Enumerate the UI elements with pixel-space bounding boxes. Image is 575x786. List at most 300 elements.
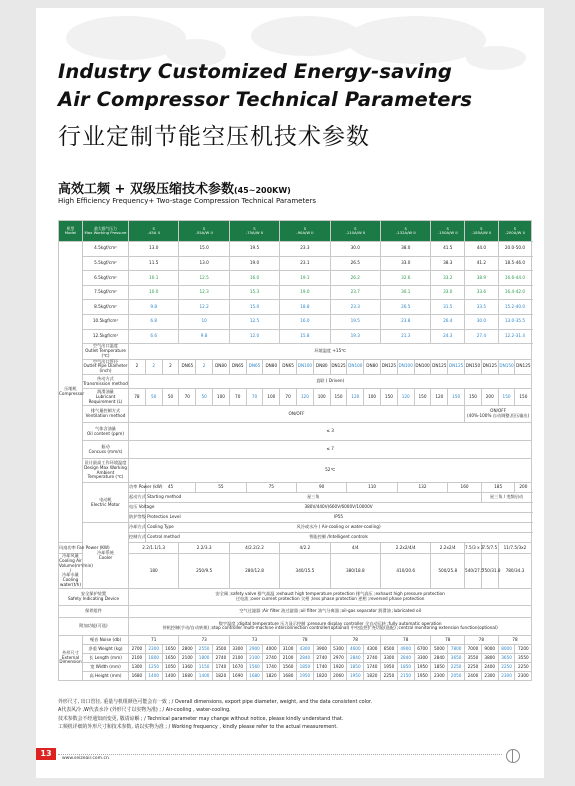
delivery-value: 38.3 [431, 256, 465, 271]
noise-db-label: 噪音 Noise (db) [83, 635, 129, 644]
outlet-pipe-value: 2 [196, 359, 213, 374]
weight-value: 3100 [280, 644, 297, 653]
height-value: 2300 [481, 671, 498, 680]
lube-value: 100 [364, 389, 381, 406]
power-value: 45 [145, 483, 195, 493]
length-value: 2740 [364, 653, 381, 662]
weight-value: 3500 [213, 644, 230, 653]
outlet-temp-label: 空气出口温度 Outlet Temperature (℃) [83, 344, 129, 359]
weight-value: 3900 [313, 644, 330, 653]
height-value: 1680 [129, 671, 146, 680]
height-value: 2150 [397, 671, 414, 680]
fan-value: 11/7.5/3x2 [498, 543, 532, 554]
ambient-value: 52℃ [129, 459, 532, 483]
width-value: 2250 [448, 662, 465, 671]
outlet-pipe-value: DN80 [263, 359, 280, 374]
delivery-value: 23.7 [330, 285, 380, 300]
length-value: 3650 [498, 653, 515, 662]
outlet-pipe-value: DN125 [431, 359, 448, 374]
delivery-value: 15.2-40.0 [498, 300, 532, 315]
section-subtitle-english: High Efficiency Frequency+ Two-stage Compression Technical Parameters [58, 197, 317, 205]
filter-value: 空气过滤器 ;Air filter 油过滤器 ;oil filter 油气分离器 ;oil-gas separator 润滑油 ;lubricated oil [129, 605, 532, 617]
delivery-value: 23.8 [381, 314, 431, 329]
header-model-name: S -110A/W II [330, 221, 380, 242]
delivery-value: 11.5 [129, 256, 179, 271]
voltage-label: 电压 Voltage [129, 503, 146, 513]
outlet-temp-row [59, 344, 532, 359]
transmission-row [59, 375, 532, 389]
delivery-value: 41.2 [465, 256, 499, 271]
weight-value: 4000 [263, 644, 280, 653]
height-value: 2300 [431, 671, 448, 680]
delivery-value: 23.3 [280, 242, 330, 257]
delivery-row [59, 285, 532, 300]
lube-value: 150 [414, 389, 431, 406]
airvol-value: 380/18.8 [330, 554, 380, 589]
header-max-pressure: 最大排气压力 Max Working Pressure [83, 221, 129, 242]
height-value: 1400 [162, 671, 179, 680]
fan-label: 风扇功率 Fan Power (KW) [59, 543, 83, 554]
outlet-pipe-value: 2 [162, 359, 179, 374]
delivery-value: 16.4-42.0 [498, 285, 532, 300]
outlet-pipe-value: DN80 [313, 359, 330, 374]
airvol-value: 280/12.8 [229, 554, 279, 589]
lube-value: 120 [347, 389, 364, 406]
options-row [59, 617, 532, 635]
footnote-line: 外形尺寸, 出口管径, 重量与机组颜色可能会有一致 ; / Overall dimensions, export pipe diameter, weight, and the data consistent color. [58, 699, 373, 705]
length-value: 2840 [397, 653, 414, 662]
catalog-page [36, 8, 544, 778]
fan-value: 7.5/7.5 [481, 543, 498, 554]
weight-value: 4300 [297, 644, 314, 653]
fan-value: 2.2/3.3 [179, 543, 229, 554]
transmission-label: 传动方式 Transmission method [83, 375, 129, 389]
airvol-label: 冷却风量 Cooling Air Volume(m³/min) / 冷却水量 Cooling water(t/h) [59, 553, 93, 588]
width-value: 1850 [347, 662, 364, 671]
width-value: 1740 [313, 662, 330, 671]
outlet-pipe-value: DN100 [397, 359, 414, 374]
section-subtitle-chinese [58, 178, 291, 197]
delivery-value: 16.0 [280, 314, 330, 329]
weight-value: 7000 [465, 644, 482, 653]
weight-value: 3300 [229, 644, 246, 653]
width-row [59, 662, 532, 671]
control-row [59, 533, 532, 543]
fan-row [59, 543, 532, 554]
length-value: 2840 [297, 653, 314, 662]
filter-label: 保养组件 [59, 605, 129, 617]
delivery-value: 12.5 [179, 271, 229, 286]
lube-value: 120 [431, 389, 448, 406]
cooling-type-row [59, 523, 532, 533]
delivery-value: 26.5 [381, 300, 431, 315]
fan-value: 4/2.2 [280, 543, 330, 554]
length-value: 2840 [347, 653, 364, 662]
width-value: 2250 [515, 662, 532, 671]
width-value: 1850 [297, 662, 314, 671]
width-value: 1740 [263, 662, 280, 671]
transmission-value: 直联 ( Driven) [129, 375, 532, 389]
header-model: 机型 Model [59, 221, 83, 242]
ambient-row [59, 459, 532, 483]
power-value: 55 [196, 483, 246, 493]
height-value: 1400 [196, 671, 213, 680]
delivery-pressure: 7.5kgf/cm² [83, 285, 129, 300]
lube-value: 70 [246, 389, 263, 406]
delivery-pressure: 5.5kgf/cm² [83, 256, 129, 271]
delivery-value: 26.4 [431, 314, 465, 329]
delivery-value: 31.5 [431, 300, 465, 315]
table-header-row [59, 221, 532, 242]
delivery-value: 44.0 [465, 242, 499, 257]
delivery-row [59, 256, 532, 271]
start-value-a: 星三角 [145, 493, 481, 503]
fan-value: 4/2.2/2.2 [229, 543, 279, 554]
airvol-value: 780/34.3 [498, 554, 532, 589]
width-value: 1560 [280, 662, 297, 671]
length-value: 3550 [465, 653, 482, 662]
fan-value: 7.5/3 x 2 [465, 543, 482, 554]
height-value: 1950 [297, 671, 314, 680]
header-model-name: S -200A/W II [498, 221, 532, 242]
airvol-value: 750/31.8 [481, 554, 498, 589]
length-label: 长 Length (mm) [83, 653, 129, 662]
fan-value: 2.2x2/4 [431, 543, 465, 554]
weight-value: 4900 [397, 644, 414, 653]
control-value: 智能控制 /Intelligent controls [145, 533, 531, 543]
lube-value: 70 [280, 389, 297, 406]
outlet-pipe-value: DN150 [465, 359, 482, 374]
fan-value: 2.2/1.1/1.3 [129, 543, 179, 554]
lube-value: 50 [196, 389, 213, 406]
outlet-pipe-value: DN65 [280, 359, 297, 374]
delivery-value: 27.4 [465, 329, 499, 344]
outlet-pipe-value: DN80 [364, 359, 381, 374]
outlet-pipe-value: DN125 [448, 359, 465, 374]
delivery-pressure: 4.5kgf/cm² [83, 242, 129, 257]
delivery-value: 18.5-46.0 [498, 256, 532, 271]
cooling-type-label: 冷却方式 Cooling Type [129, 523, 146, 533]
delivery-value: 19.3 [330, 329, 380, 344]
outlet-pipe-row [59, 359, 532, 374]
airvol-value: 180 [129, 554, 179, 589]
delivery-value: 15.3 [229, 285, 279, 300]
delivery-value: 10.0 [129, 285, 179, 300]
oil-value: ≤ 3 [129, 423, 532, 441]
outlet-pipe-value: DN100 [347, 359, 364, 374]
fan-value: 4/4 [330, 543, 380, 554]
width-value: 1740 [364, 662, 381, 671]
vent-value-a: ON/OFF [129, 406, 465, 423]
delivery-value: 19.1 [280, 271, 330, 286]
group-compressor: 压缩机 Compressor [59, 242, 83, 543]
delivery-value: 9.8 [179, 329, 229, 344]
length-value: 2100 [179, 653, 196, 662]
width-value: 1920 [330, 662, 347, 671]
delivery-value: 26.2 [330, 271, 380, 286]
delivery-value: 38.0 [381, 242, 431, 257]
noise-db-value: 78 [498, 635, 532, 644]
height-label: 高 Height (mm) [83, 671, 129, 680]
delivery-value: 20.0-50.0 [498, 242, 532, 257]
lube-value: 150 [465, 389, 482, 406]
options-value: 数字温度 ;digital temperature 压力显示控制 ;pressure display controller 全自动运转 ;fully automatic operation 停机控制(手动/自动转换) ;stop controller multi-machine interconnection controller(optional) 中央监控扩充功能(选配) ;central monitoring extension function(optional) [129, 617, 532, 635]
concuss-label: 振动 Concuss (mm/s) [83, 441, 129, 459]
delivery-value: 16.6-44.0 [498, 271, 532, 286]
lube-value: 50 [145, 389, 162, 406]
subtitle-range: (45~200KW) [233, 186, 291, 195]
lube-value: 78 [129, 389, 146, 406]
lube-value: 150 [498, 389, 515, 406]
power-value: 160 [448, 483, 482, 493]
power-value: 75 [246, 483, 296, 493]
protect-row [59, 513, 532, 523]
width-value: 1300 [129, 662, 146, 671]
delivery-pressure: 10.5kgf/cm² [83, 314, 129, 329]
height-value: 2300 [498, 671, 515, 680]
delivery-value: 9.8 [129, 300, 179, 315]
length-value: 3300 [414, 653, 431, 662]
lube-value: 150 [330, 389, 347, 406]
delivery-value: 10 [179, 314, 229, 329]
delivery-value: 38.9 [465, 271, 499, 286]
noise-db-value: 78 [381, 635, 431, 644]
start-label: 起动方式 Starting method [129, 493, 146, 503]
weight-value: 2700 [129, 644, 146, 653]
outlet-pipe-value: DN125 [381, 359, 398, 374]
height-value: 1820 [313, 671, 330, 680]
title-english-line1: Industry Customized Energy-saving [58, 60, 452, 83]
width-value: 2250 [465, 662, 482, 671]
delivery-row [59, 300, 532, 315]
width-value: 1250 [145, 662, 162, 671]
lube-row [59, 389, 532, 406]
power-value: 185 [481, 483, 515, 493]
power-label: 功率 Power (kW) [129, 483, 146, 493]
length-row [59, 653, 532, 662]
delivery-value: 13.0 [129, 242, 179, 257]
width-value: 1560 [246, 662, 263, 671]
delivery-row [59, 242, 532, 257]
footnote-line: A代表风冷 ,W代表水冷 (外形尺寸以实物为准) ; / Air-cooling , water-cooling. [58, 707, 231, 714]
length-value: 1650 [162, 653, 179, 662]
lube-value: 50 [162, 389, 179, 406]
power-value: 90 [297, 483, 347, 493]
lube-value: 70 [229, 389, 246, 406]
delivery-pressure: 6.5kgf/cm² [83, 271, 129, 286]
footer-divider [58, 754, 502, 755]
subtitle-text: 高效工频 + 双级压缩技术参数 [58, 182, 234, 197]
length-value: 2100 [229, 653, 246, 662]
footnote-line: 技术参数会不经通知而变更, 敬请谅解 ; / Technical parameter may change without notice, please kindly understand that. [58, 715, 344, 722]
weight-row [59, 644, 532, 653]
noise-db-value: 78 [465, 635, 499, 644]
width-value: 1360 [179, 662, 196, 671]
weight-value: 2800 [179, 644, 196, 653]
weight-value: 9000 [481, 644, 498, 653]
height-value: 1680 [246, 671, 263, 680]
width-label: 宽 Width (mm) [83, 662, 129, 671]
globe-icon [506, 749, 520, 763]
lube-value: 100 [263, 389, 280, 406]
weight-value: 7200 [515, 644, 532, 653]
noise-db-value: 73 [229, 635, 279, 644]
delivery-value: 15.0 [229, 300, 279, 315]
height-value: 2060 [330, 671, 347, 680]
delivery-value: 33.0 [431, 285, 465, 300]
length-value: 1800 [196, 653, 213, 662]
height-value: 1820 [213, 671, 230, 680]
delivery-value: 26.5 [330, 256, 380, 271]
height-value: 2250 [381, 671, 398, 680]
noise-db-row [59, 635, 532, 644]
weight-value: 2550 [196, 644, 213, 653]
outlet-pipe-value: DN65 [229, 359, 246, 374]
delivery-value: 19.0 [229, 256, 279, 271]
weight-label: 净重 Weight (kg) [83, 644, 129, 653]
delivery-row [59, 314, 532, 329]
delivery-pressure: 12.5kgf/cm² [83, 329, 129, 344]
power-row [59, 483, 532, 493]
length-value: 1800 [145, 653, 162, 662]
lube-value: 200 [481, 389, 498, 406]
length-value: 2740 [313, 653, 330, 662]
lube-value: 70 [179, 389, 196, 406]
delivery-value: 30.0 [465, 314, 499, 329]
footnote-line: 工频机详细的外形尺寸和技术参数, 请以实物为准 ; / Working frequency , kindly please refer to the actual measurement. [58, 723, 338, 730]
delivery-value: 23.3 [330, 300, 380, 315]
lube-value: 150 [448, 389, 465, 406]
height-value: 1820 [263, 671, 280, 680]
vent-row [59, 406, 532, 423]
outlet-pipe-value: DN80 [213, 359, 230, 374]
noise-db-value: 78 [280, 635, 330, 644]
header-model-name: S -45A II [129, 221, 179, 242]
airvol-value: 540/27.5 [465, 554, 482, 589]
delivery-value: 16.0 [229, 271, 279, 286]
delivery-value: 30.1 [381, 285, 431, 300]
delivery-value: 24.3 [431, 329, 465, 344]
weight-value: 5000 [431, 644, 448, 653]
spec-table [58, 220, 532, 681]
lube-label: 润滑油量 Lubricant Requirement (L) [83, 389, 129, 406]
length-value: 2970 [330, 653, 347, 662]
delivery-value: 12.3 [179, 285, 229, 300]
width-value: 1150 [196, 662, 213, 671]
airvol-value: 500/25.8 [431, 554, 465, 589]
delivery-pressure: 8.5kgf/cm² [83, 300, 129, 315]
noise-db-value: 71 [129, 635, 179, 644]
delivery-value: 19.0 [280, 285, 330, 300]
delivery-value: 15.0 [179, 242, 229, 257]
header-model-name: S -90A/W II [280, 221, 330, 242]
header-model-name: S -185A/W II [465, 221, 499, 242]
header-model-name: S -75A/W II [229, 221, 279, 242]
outlet-pipe-value: DN125 [330, 359, 347, 374]
airvol-row [59, 554, 532, 589]
ambient-label: 设计最高工作环境温度 Design Max Working Ambient Temperature (℃) [83, 459, 129, 483]
outlet-pipe-value: DN65 [179, 359, 196, 374]
delivery-value: 13.0-35.5 [498, 314, 532, 329]
weight-value: 2300 [145, 644, 162, 653]
lube-value: 120 [397, 389, 414, 406]
delivery-value: 30.0 [330, 242, 380, 257]
power-value: 110 [347, 483, 397, 493]
length-value: 3650 [448, 653, 465, 662]
noise-db-value: 73 [179, 635, 229, 644]
length-value: 2100 [280, 653, 297, 662]
delivery-value: 12.0 [229, 329, 279, 344]
height-value: 2050 [448, 671, 465, 680]
options-label: 附加功能(可选) [59, 617, 129, 635]
width-value: 2400 [481, 662, 498, 671]
oil-row [59, 423, 532, 441]
height-value: 1950 [347, 671, 364, 680]
weight-value: 6700 [414, 644, 431, 653]
group-motor: 电动机 Electric Motor [83, 483, 129, 523]
height-value: 2400 [465, 671, 482, 680]
cooling-type-value: 风冷或水冷 ( Air-cooling or water-cooling) [145, 523, 531, 533]
length-value: 3800 [481, 653, 498, 662]
width-value: 2250 [498, 662, 515, 671]
width-value: 1950 [381, 662, 398, 671]
width-value: 1670 [229, 662, 246, 671]
delivery-value: 13.0 [179, 256, 229, 271]
weight-value: 5300 [330, 644, 347, 653]
outlet-pipe-value: DN150 [498, 359, 515, 374]
delivery-value: 41.5 [431, 242, 465, 257]
protect-label: 防护等级 Protection Level [129, 513, 146, 523]
delivery-value: 23.1 [280, 256, 330, 271]
height-value: 1950 [414, 671, 431, 680]
safety-row [59, 588, 532, 605]
noise-db-value: 78 [431, 635, 465, 644]
weight-value: 8000 [498, 644, 515, 653]
length-value: 2740 [263, 653, 280, 662]
power-value: 200 [515, 483, 532, 493]
group-dimension: 外形尺寸 External Dimension [59, 635, 83, 680]
protect-value: IP55 [145, 513, 531, 523]
safety-label: 安全保护装置 Safety Indicating Device [59, 588, 129, 605]
delivery-value: 6.6 [129, 329, 179, 344]
start-value-b: 星三角 / 变频启动 [481, 493, 531, 503]
height-value: 1400 [145, 671, 162, 680]
height-value: 1820 [364, 671, 381, 680]
width-value: 1950 [414, 662, 431, 671]
airvol-value: 410/20.6 [381, 554, 431, 589]
airvol-value: 340/15.5 [280, 554, 330, 589]
lube-value: 150 [515, 389, 532, 406]
concuss-value: ≤ 7 [129, 441, 532, 459]
delivery-value: 18.8 [280, 300, 330, 315]
website: www.seizeair.com.cn [62, 756, 109, 761]
title-english-line2: Air Compressor Technical Parameters [58, 88, 473, 111]
width-value: 1850 [431, 662, 448, 671]
delivery-row [59, 329, 532, 344]
length-value: 2840 [431, 653, 448, 662]
width-value: 1740 [213, 662, 230, 671]
outlet-pipe-value: DN100 [297, 359, 314, 374]
delivery-value: 12.2-31.4 [498, 329, 532, 344]
vent-label: 排气量控制方式 Ventilation method [83, 406, 129, 423]
delivery-value: 33.0 [381, 256, 431, 271]
weight-value: 4600 [347, 644, 364, 653]
delivery-value: 21.3 [381, 329, 431, 344]
concuss-row [59, 441, 532, 459]
delivery-value: 10.1 [129, 271, 179, 286]
delivery-value: 19.5 [330, 314, 380, 329]
width-value: 1850 [397, 662, 414, 671]
